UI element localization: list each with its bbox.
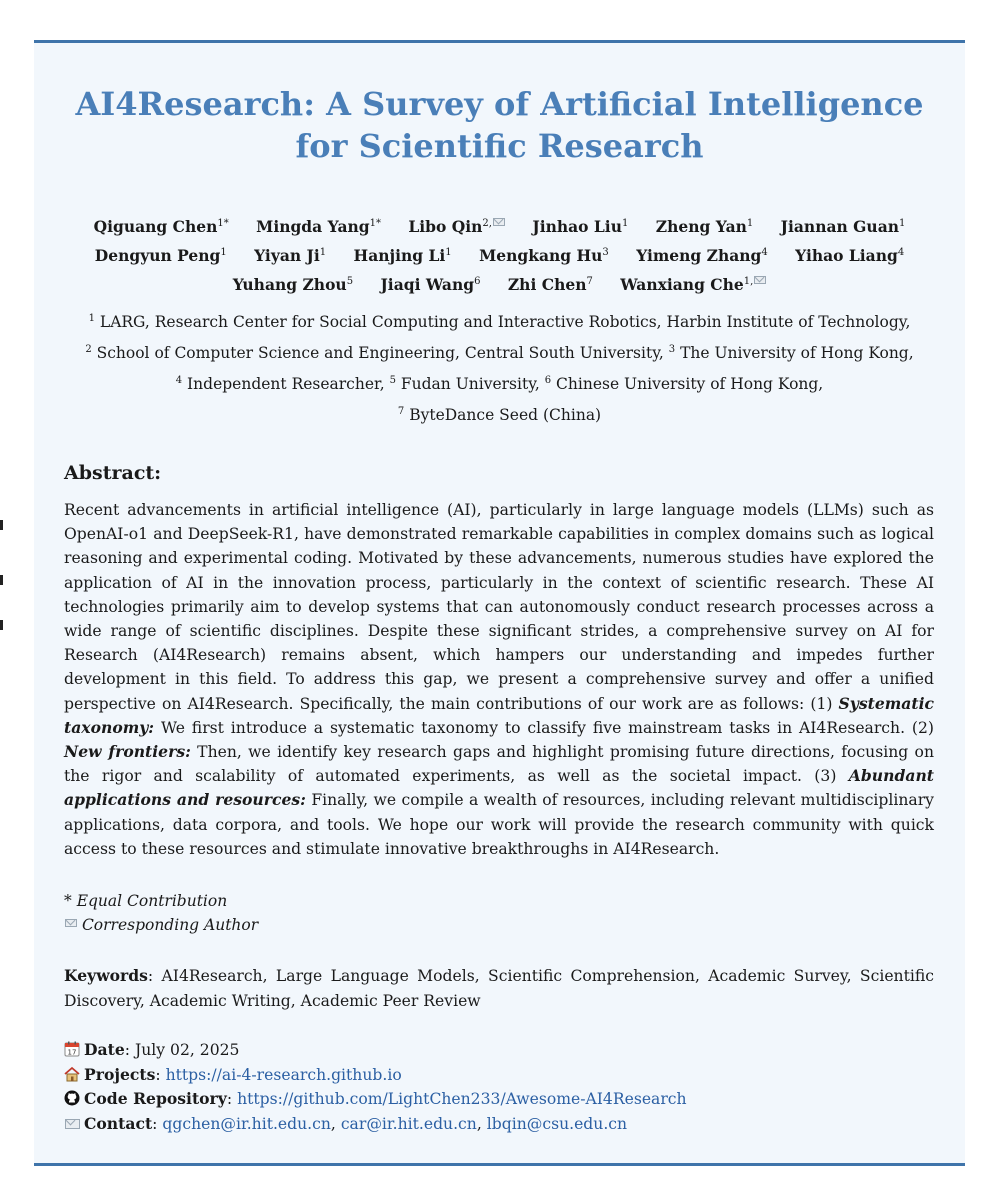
contact-email-3[interactable]: lbqin@csu.edu.cn xyxy=(486,1114,628,1133)
calendar-icon xyxy=(64,1041,80,1057)
contact-email-2[interactable]: car@ir.hit.edu.cn xyxy=(340,1114,477,1133)
envelope-icon xyxy=(65,1119,80,1129)
contact-email-1[interactable]: qgchen@ir.hit.edu.cn xyxy=(162,1114,331,1133)
author: Mingda Yang$^{1*}$ xyxy=(256,217,381,237)
author: Jiaqi Wang$^6$ xyxy=(380,275,481,295)
paper-info xyxy=(64,1038,687,1136)
equal-contribution-note: * Equal Contribution xyxy=(64,892,228,910)
author: Jinhao Liu$^1$ xyxy=(532,217,629,237)
title-line-2: for Scientific Research xyxy=(295,127,704,165)
affiliations xyxy=(34,305,965,430)
title-line-1: AI4Research: A Survey of Artificial Intelligence xyxy=(75,85,924,123)
code-repository-link[interactable]: https://github.com/LightChen233/Awesome-AI4Research xyxy=(237,1090,687,1108)
abstract-heading: Abstract: xyxy=(64,462,162,484)
projects-row: Projects: https://ai-4-research.github.io xyxy=(64,1063,687,1088)
keywords-label: Keywords xyxy=(64,966,148,985)
paper-title xyxy=(34,83,965,167)
contribution-1-label: Systematic taxonomy: xyxy=(64,693,934,737)
envelope-icon xyxy=(493,218,505,226)
author-line-3 xyxy=(34,269,965,298)
svg-text:17: 17 xyxy=(67,1048,77,1057)
author: Mengkang Hu$^3$ xyxy=(479,246,609,266)
keywords: Keywords: AI4Research, Large Language Models, Scientific Comprehension, Academic Survey, Scientific Discovery, Academic Writing, Academic Peer Review xyxy=(64,966,934,1010)
author: Dengyun Peng$^1$ xyxy=(94,246,227,266)
affiliation-line: $^7$ ByteDance Seed (China) xyxy=(397,406,602,425)
margin-mark xyxy=(0,575,3,585)
affiliation-line: $^2$ School of Computer Science and Engineering, Central South University, $^3$ The University of Hong Kong, xyxy=(85,344,914,363)
author: Zheng Yan$^1$ xyxy=(655,217,754,237)
author-line-2 xyxy=(34,240,965,269)
code-row: Code Repository: https://github.com/LightChen233/Awesome-AI4Research xyxy=(64,1087,687,1112)
contact-row: Contact: qgchen@ir.hit.edu.cn, car@ir.hit.edu.cn, lbqin@csu.edu.cn xyxy=(64,1112,687,1137)
contribution-3-label: Abundant applications and resources: xyxy=(64,766,934,810)
author: Yimeng Zhang$^4$ xyxy=(636,246,768,266)
margin-mark xyxy=(0,620,3,630)
github-icon xyxy=(64,1090,80,1106)
author: Wanxiang Che$^{1,}$ xyxy=(620,275,766,294)
author: Yuhang Zhou$^5$ xyxy=(232,275,354,295)
date-row: 17 Date: July 02, 2025 xyxy=(64,1038,687,1063)
author: Qiguang Chen$^{1*}$ xyxy=(93,217,229,237)
projects-link[interactable]: https://ai-4-research.github.io xyxy=(165,1065,402,1084)
author-line-1 xyxy=(34,211,965,240)
author: Yiyan Ji$^1$ xyxy=(254,246,327,266)
footnotes xyxy=(64,889,258,937)
author: Libo Qin$^{2,}$ xyxy=(408,217,505,236)
author: Zhi Chen$^7$ xyxy=(507,275,593,295)
corresponding-author-note: Corresponding Author xyxy=(64,913,258,937)
contribution-2-label: New frontiers: xyxy=(64,742,191,762)
affiliation-line: $^1$ LARG, Research Center for Social Computing and Interactive Robotics, Harbin Institute of Technology, xyxy=(88,313,911,332)
envelope-icon xyxy=(65,919,77,927)
author-list xyxy=(34,211,965,298)
house-icon xyxy=(64,1066,80,1082)
envelope-icon xyxy=(754,276,766,284)
paper-panel xyxy=(34,40,965,1166)
author: Yihao Liang$^4$ xyxy=(795,246,905,266)
affiliation-line: $^4$ Independent Researcher, $^5$ Fudan University, $^6$ Chinese University of Hong Kong, xyxy=(175,375,824,394)
author: Jiannan Guan$^1$ xyxy=(780,217,906,237)
margin-mark xyxy=(0,520,3,530)
abstract-body: Recent advancements in artificial intelligence (AI), particularly in large language models (LLMs) such as OpenAI-o1 and DeepSeek-R1, have demonstrated remarkable capabilities in complex domains such as logical reasoning and experimental coding. Motivated by these advancements, numerous studies have explored the application of AI in the innovation process, particularly in the context of scientific research. These AI technologies primarily aim to develop systems that can autonomously conduct research processes across a wide range of scientific disciplines. Despite these significant strides, a comprehensive survey on AI for Research (AI4Research) remains absent, which hampers our understanding and impedes further development in this field. To address this gap, we present a comprehensive survey and offer a unified perspective on AI4Research. Specifically, the main contributions of our work are as follows: (1) Systematic taxonomy: We first introduce a systematic taxonomy to classify five mainstream tasks in AI4Research. (2) New frontiers: Then, we identify key research gaps and highlight promising future directions, focusing on the rigor and scalability of automated experiments, as well as the societal impact. (3) Abundant applications and resources: Finally, we compile a wealth of resources, including relevant multidisciplinary applications, data corpora, and tools. We hope our work will provide the research community with quick access to these resources and stimulate innovative breakthroughs in AI4Research. xyxy=(64,501,934,858)
author: Hanjing Li$^1$ xyxy=(353,246,452,266)
